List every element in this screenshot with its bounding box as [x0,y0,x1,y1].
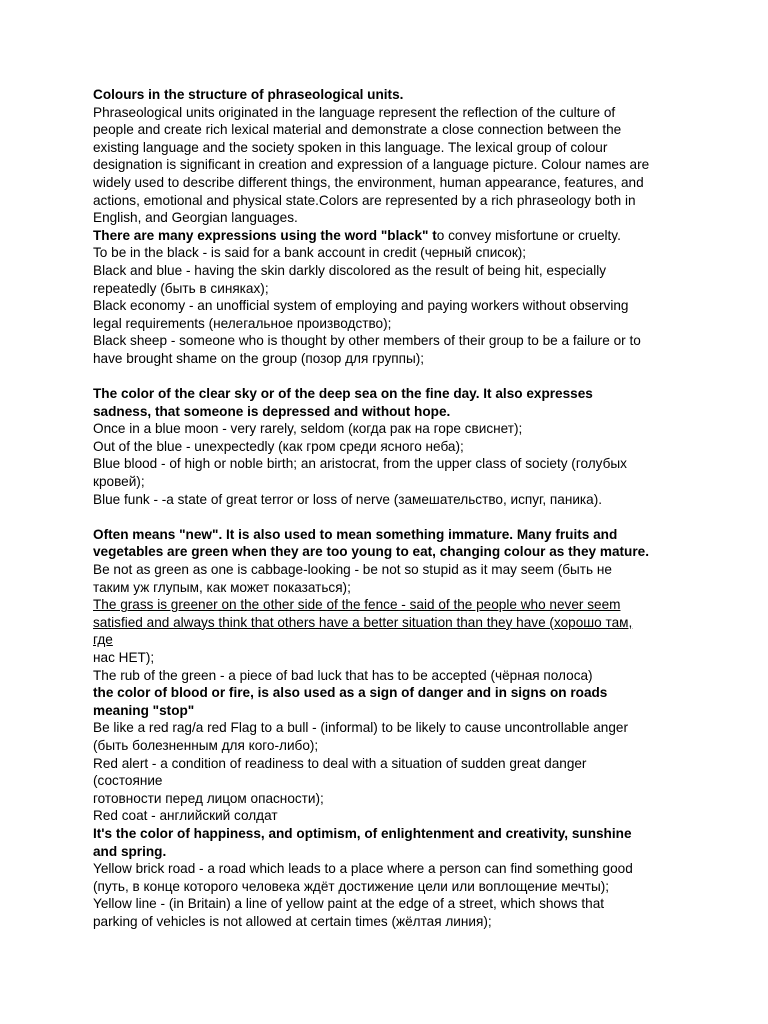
green-underlined-line [93,614,693,632]
yellow-item: Yellow brick road - a road which leads to a place where a person can find something good [93,861,633,877]
green-underlined-line [93,596,693,614]
red-item: Red alert - a condition of readiness to deal with a situation of sudden great danger [93,755,587,771]
blue-item: Blue blood - of high or noble birth; an aristocrat, from the upper class of society (голубых [93,456,627,472]
intro-line: English, and Georgian languages. [93,210,298,226]
yellow-item: Yellow line - (in Britain) a line of yellow paint at the edge of a street, which shows that [93,896,605,912]
blue-section [93,385,693,508]
black-item: To be in the black - is said for a bank account in credit (черный список); [93,245,527,261]
blue-item: Out of the blue - unexpectedly (как гром среди ясного неба); [93,438,464,454]
intro-line: actions, emotional and physical state.Colors are represented by a rich phraseology both in [93,192,636,208]
intro-line: existing language and the society spoken in this language. The lexical group of colour [93,139,608,155]
yellow-item: (путь, в конце которого человека ждёт достижение цели или воплощение мечты); [93,878,610,894]
red-heading: meaning "stop" [93,702,195,718]
red-item: (быть болезненным для кого-либо); [93,737,319,753]
black-heading [93,227,693,245]
green-heading: Often means "new". It is also used to mean something immature. Many fruits and [93,526,618,542]
blue-item: Blue funk - -a state of great terror or loss of nerve (замешательство, испуг, паника). [93,491,603,507]
black-heading-rest: o convey misfortune or cruelty. [436,227,621,243]
green-item: таким уж глупым, как может показаться); [93,579,351,595]
green-underlined-line [93,631,693,649]
intro-line: people and create rich lexical material and demonstrate a close connection between the [93,122,622,138]
red-section [93,684,693,825]
black-item: repeatedly (быть в синяках); [93,280,269,296]
blank-line [93,508,693,526]
intro-line: Phraseological units originated in the language represent the reflection of the culture of [93,104,616,120]
green-underlined-text: The grass is greener on the other side of the fence - said of the people who never seem [93,597,621,613]
blue-item: Once in a blue moon - very rarely, seldom (когда рак на горе свиснет); [93,421,523,437]
yellow-heading: and spring. [93,843,167,859]
blue-heading: sadness, that someone is depressed and without hope. [93,403,451,419]
green-item: The rub of the green - a piece of bad luck that has to be accepted (чёрная полоса) [93,667,593,683]
yellow-item: parking of vehicles is not allowed at certain times (жёлтая линия); [93,913,492,929]
green-underlined-text: satisfied and always think that others have a better situation than they have (хорошо там, [93,614,633,630]
intro-line: widely used to describe different things, the environment, human appearance, features, and [93,174,644,190]
black-item: Black economy - an unofficial system of employing and paying workers without observing [93,298,629,314]
green-section [93,526,693,684]
yellow-heading: It's the color of happiness, and optimism, of enlightenment and creativity, sunshine [93,825,632,841]
red-item: готовности перед лицом опасности); [93,790,324,806]
blue-item: кровей); [93,474,145,490]
red-heading: the color of blood or fire, is also used as a sign of danger and in signs on roads [93,685,608,701]
black-item: Black sheep - someone who is thought by other members of their group to be a failure or to [93,333,641,349]
red-item: Red coat - английский солдат [93,808,278,824]
green-item: нас НЕТ); [93,650,155,665]
green-underlined-text: где [93,632,113,648]
green-item: Be not as green as one is cabbage-looking - be not so stupid as it may seem (быть не [93,562,612,578]
black-item: Black and blue - having the skin darkly discolored as the result of being hit, especially [93,262,607,278]
red-item: (состояние [93,773,163,789]
document-page [93,86,693,931]
green-heading: vegetables are green when they are too young to eat, changing colour as they mature. [93,544,649,560]
red-item: Be like a red rag/a red Flag to a bull - (informal) to be likely to cause uncontrollable anger [93,720,628,736]
intro-line: designation is significant in creation and expression of a language picture. Colour names are [93,157,650,173]
document-title: Colours in the structure of phraseological units. [93,87,404,102]
black-heading-bold: There are many expressions using the word "black" t [93,227,437,243]
black-section [93,227,693,368]
yellow-section [93,825,693,931]
intro-paragraph [93,104,693,227]
black-item: have brought shame on the group (позор для группы); [93,350,425,366]
blue-heading: The color of the clear sky or of the deep sea on the fine day. It also expresses [93,386,593,402]
blank-line [93,368,693,386]
black-item: legal requirements (нелегальное производство); [93,315,392,331]
